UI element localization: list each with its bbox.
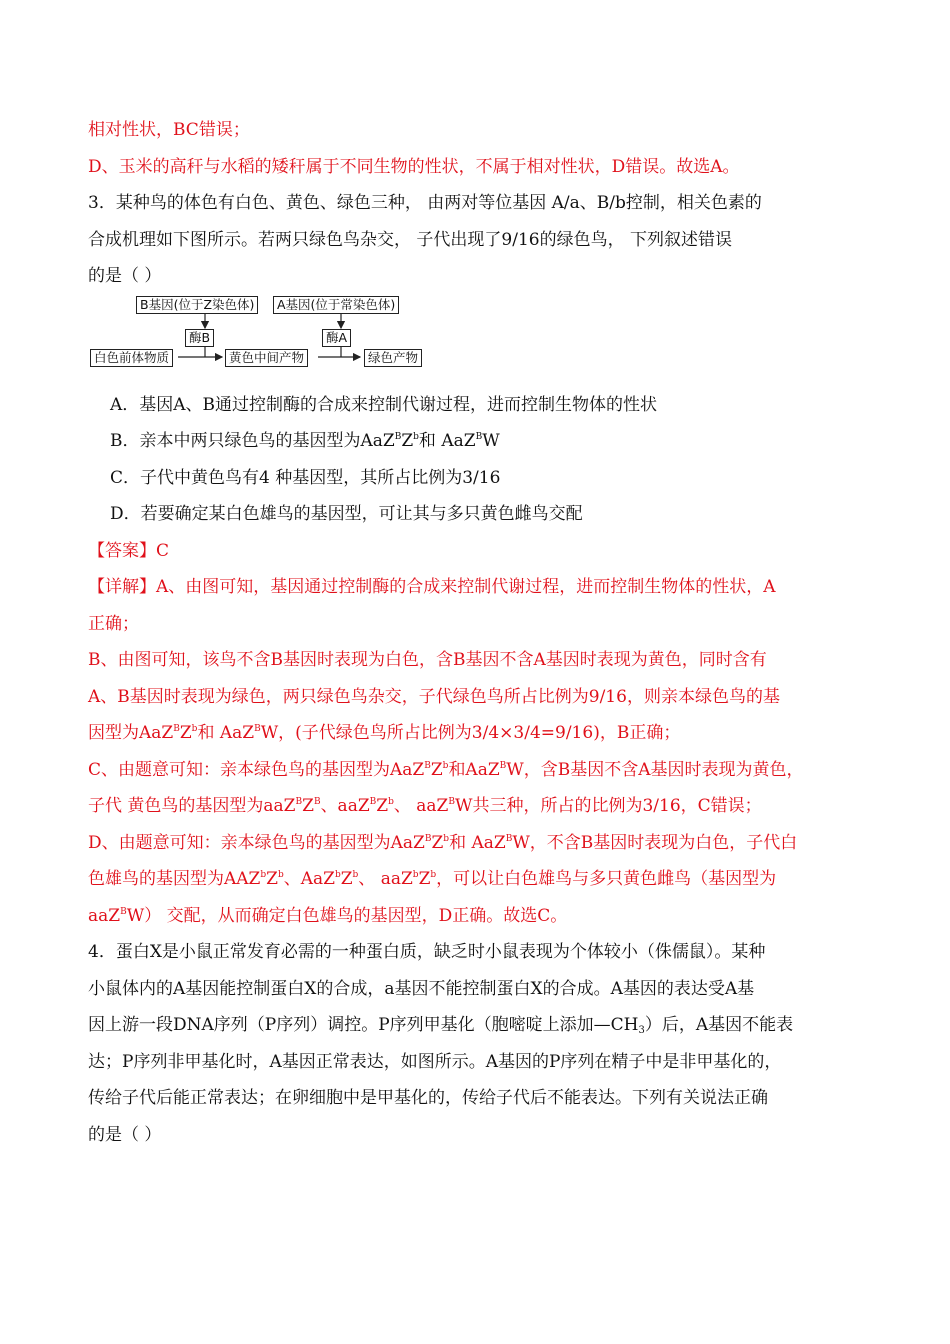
option-b: B．亲本中两只绿色鸟的基因型为$AaZ^BZ^b$和 AaZ$^B$W (110, 431, 500, 451)
question-4-line-1: 4．蛋白X是小鼠正常发育必需的一种蛋白质，缺乏时小鼠表现为个体较小（侏儒鼠）。某种 (88, 942, 766, 962)
yellow-intermediate-box: 黄色中间产物 (225, 349, 308, 367)
detail-line-1: 【详解】A、由图可知，基因通过控制酶的合成来控制代谢过程，进而控制生物体的性状，A (88, 577, 776, 597)
enzyme-b-box: 酶B (185, 329, 214, 347)
question-3-line-3: 的是（ ） (88, 266, 162, 286)
option-d: D．若要确定某白色雄鸟的基因型，可让其与多只黄色雌鸟交配 (110, 504, 583, 524)
detail-line-8: D、由题意可知：亲本绿色鸟的基因型为$AaZ^BZ^b$和 AaZ$^B$W，不含B基因时表现为白色，子代白 (88, 832, 798, 853)
pigment-synthesis-diagram (88, 295, 448, 383)
question-4-line-6: 的是（ ） (88, 1124, 162, 1145)
detail-line-2: 正确； (88, 613, 139, 634)
question-4-line-5: 传给子代后能正常表达；在卵细胞中是甲基化的，传给子代后不能表达。下列有关说法正确 (88, 1088, 768, 1108)
prev-answer-line-2: D、玉米的高秆与水稻的矮秆属于不同生物的性状，不属于相对性状，D错误。故选A。 (88, 156, 740, 177)
prev-answer-line-1: 相对性状，BC错误； (88, 120, 250, 140)
b-gene-box: B基因(位于Z染色体) (136, 296, 258, 314)
detail-line-6: C、由题意可知：亲本绿色鸟的基因型为$AaZ^BZ^b$和AaZ$^B$W，含B基因不含A基因时表现为黄色， (88, 759, 804, 780)
answer-line: 【答案】C (88, 540, 170, 561)
detail-line-3: B、由图可知，该鸟不含B基因时表现为白色，含B基因不含A基因时表现为黄色，同时含有 (88, 650, 767, 670)
detail-line-5: 因型为$AaZ^BZ^b$和 AaZ$^B$W，(子代绿色鸟所占比例为3/4×3/4=9/16)，B正确； (88, 723, 681, 743)
option-a: A．基因A、B通过控制酶的合成来控制代谢过程，进而控制生物体的性状 (110, 394, 658, 415)
detail-line-7: 子代 黄色鸟的基因型为$aaZ^BZ^B$、$aaZ^BZ^b$、 aaZ$^B$W共三种，所占的比例为3/16，C错误； (88, 796, 762, 816)
question-4-line-4: 达；P序列非甲基化时，A基因正常表达，如图所示。A基因的P序列在精子中是非甲基化的， (88, 1051, 782, 1072)
option-c: C．子代中黄色鸟有4 种基因型，其所占比例为3/16 (110, 467, 501, 488)
question-3-line-2: 合成机理如下图所示。若两只绿色鸟杂交， 子代出现了9/16的绿色鸟， 下列叙述错误 (88, 229, 732, 250)
a-gene-box: A基因(位于常染色体) (273, 296, 399, 314)
enzyme-a-box: 酶A (322, 329, 351, 347)
green-product-box: 绿色产物 (364, 349, 422, 367)
detail-line-4: A、B基因时表现为绿色，两只绿色鸟杂交，子代绿色鸟所占比例为9/16，则亲本绿色鸟的基 (88, 686, 780, 707)
detail-line-9: 色雄鸟的基因型为$AAZ^bZ^b$、$AaZ^bZ^b$、 $aaZ^bZ^b$，可以让白色雄鸟与多只黄色雌鸟（基因型为 (88, 869, 777, 889)
document-page (88, 112, 868, 1153)
white-precursor-box: 白色前体物质 (90, 349, 173, 367)
question-3-line-1: 3．某种鸟的体色有白色、黄色、绿色三种， 由两对等位基因 A/a、B/b控制，相关色素的 (88, 193, 762, 213)
question-4-line-3: 因上游一段DNA序列（P序列）调控。P序列甲基化（胞嘧啶上添加$—CH_3$）后，A基因不能表 (88, 1015, 794, 1036)
question-4-line-2: 小鼠体内的A基因能控制蛋白X的合成，a基因不能控制蛋白X的合成。A基因的表达受A基 (88, 978, 755, 999)
detail-line-10: aaZ$^B$W） 交配，从而确定白色雄鸟的基因型，D正确。故选C。 (88, 905, 568, 926)
